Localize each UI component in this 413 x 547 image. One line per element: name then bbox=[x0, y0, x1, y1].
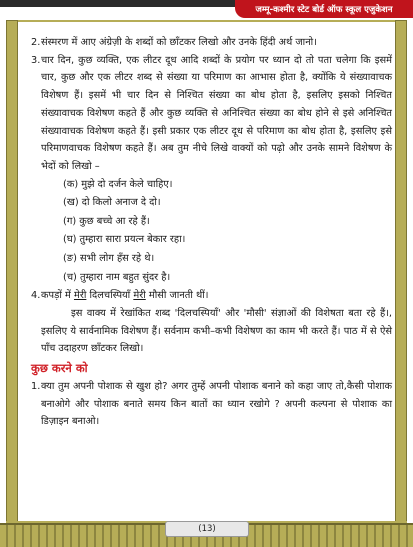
question-3-number: 3. bbox=[31, 54, 41, 66]
activity-1-text: क्या तुम अपनी पोशाक से खुश हो? अगर तुम्हें अपनी पोशाक बनाने को कहा जाए तो,कैसी पोशाक बनाओगे और पोशाक बनाते समय किन बातों का ध्यान रखोगे ? अपनी कल्पना से पोशाक का डिज़ाइन बनाओ। bbox=[41, 381, 392, 428]
border-right-pillar bbox=[395, 20, 407, 524]
board-header-tab bbox=[235, 0, 413, 18]
question-3-items bbox=[31, 176, 392, 288]
question-3-item: (घ) तुम्हारा सारा प्रयत्न बेकार रहा। bbox=[63, 234, 186, 246]
question-4-text-b: दिलचस्पियाँ bbox=[86, 290, 134, 302]
activity-1-number: 1. bbox=[31, 381, 41, 392]
question-3-item: (च) तुम्हारा नाम बहुत सुंदर है। bbox=[63, 271, 171, 283]
question-2-number: 2. bbox=[31, 37, 41, 48]
border-top-rule bbox=[6, 20, 407, 22]
activity-1 bbox=[31, 378, 392, 431]
question-2-text: संस्मरण में आए अंग्रेज़ी के शब्दों को छाँटकर लिखो और उनके हिंदी अर्थ जानो। bbox=[41, 37, 317, 48]
question-4-text-a: कपड़ों में bbox=[41, 290, 74, 302]
question-4-number: 4. bbox=[31, 290, 41, 302]
question-3-text: चार दिन, कुछ व्यक्ति, एक लीटर दूध आदि शब्दों के प्रयोग पर ध्यान दो तो पता चलेगा कि इसमें चार, कुछ और एक लीटर शब्द से संख्या या परिमाण का आभास होता है, क्योंकि ये संख्यावाचक विशेषण हैं। इसमें भी चार दिन से निश्चित संख्या का बोध होता है, इसलिए इसको निश्चित संख्यावाचक विशेषण कहते हैं और कुछ व्यक्ति से अनिश्चित संख्या का बोध होने से इसे अनिश्चित संख्यावाचक विशेषण कहते हैं। इसी प्रकार एक लीटर दूध से परिमाण का बोध होता है, इसलिए इसे परिमाणवाचक विशेषण कहते हैं। अब तुम नीचे लिखे वाक्यों को पढ़ो और उनके सामने विशेषण के भेदों को लिखो – bbox=[41, 54, 392, 172]
page-content bbox=[31, 34, 392, 431]
underlined-word: मेरी bbox=[133, 290, 146, 302]
question-3-item: (ङ) सभी लोग हँस रहे थे। bbox=[63, 253, 155, 264]
page-number-tab bbox=[165, 521, 249, 537]
activity-section-title: कुछ करने को bbox=[31, 361, 88, 375]
question-3-item: (क) मुझे दो दर्जन केले चाहिए। bbox=[63, 178, 173, 190]
question-4-text-c: मौसी जानती थीं। bbox=[145, 290, 209, 302]
question-3 bbox=[31, 52, 392, 176]
question-4 bbox=[31, 287, 392, 358]
question-3-item: (ख) दो किलो अनाज दे दो। bbox=[63, 197, 161, 209]
question-3-item: (ग) कुछ बच्चे आ रहे हैं। bbox=[63, 215, 150, 227]
board-header-title: जम्मू-कश्मीर स्टेट बोर्ड ऑफ स्कूल एजुकेशन bbox=[255, 5, 393, 15]
border-left-pillar bbox=[6, 20, 18, 524]
question-4-sentence bbox=[41, 287, 392, 305]
question-4-paragraph: इस वाक्य में रेखांकित शब्द 'दिलचस्पियाँ' और 'मौसी' संज्ञाओं की विशेषता बता रहे हैं।, इसलिए ये सार्वनामिक विशेषण हैं। सर्वनाम कभी–कभी विशेषण का काम भी करते हैं। पाठ में से ऐसे पाँच उदाहरण छाँटकर लिखो। bbox=[41, 307, 392, 355]
page-number: (13) bbox=[198, 524, 216, 534]
underlined-word: मेरी bbox=[73, 290, 87, 302]
question-2 bbox=[31, 34, 392, 52]
